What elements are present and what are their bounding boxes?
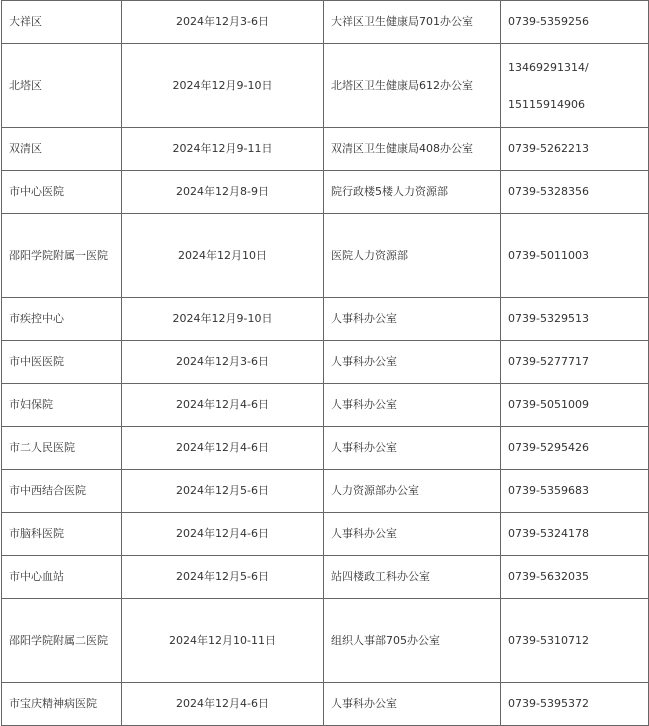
- phone-cell: 0739-5011003: [501, 214, 649, 298]
- date-cell: 2024年12月10-11日: [122, 599, 324, 683]
- unit-cell: 邵阳学院附属一医院: [2, 214, 122, 298]
- date-cell: 2024年12月4-6日: [122, 427, 324, 470]
- place-cell: 北塔区卫生健康局612办公室: [324, 44, 501, 128]
- date-cell: 2024年12月4-6日: [122, 513, 324, 556]
- phone-cell: 0739-5328356: [501, 171, 649, 214]
- date-cell: 2024年12月4-6日: [122, 683, 324, 726]
- place-cell: 人事科办公室: [324, 427, 501, 470]
- unit-cell: 邵阳学院附属二医院: [2, 599, 122, 683]
- place-cell: 大祥区卫生健康局701办公室: [324, 1, 501, 44]
- date-cell: 2024年12月9-10日: [122, 298, 324, 341]
- place-cell: 组织人事部705办公室: [324, 599, 501, 683]
- table-row: [2, 44, 649, 128]
- table-row: [2, 298, 649, 341]
- unit-cell: 市中西结合医院: [2, 470, 122, 513]
- date-cell: 2024年12月3-6日: [122, 341, 324, 384]
- phone-cell: 0739-5277717: [501, 341, 649, 384]
- place-cell: 院行政楼5楼人力资源部: [324, 171, 501, 214]
- unit-cell: 大祥区: [2, 1, 122, 44]
- date-cell: 2024年12月9-11日: [122, 128, 324, 171]
- date-cell: 2024年12月3-6日: [122, 1, 324, 44]
- place-cell: 人事科办公室: [324, 341, 501, 384]
- table-row: [2, 427, 649, 470]
- unit-cell: 市妇保院: [2, 384, 122, 427]
- unit-cell: 北塔区: [2, 44, 122, 128]
- table-row: [2, 470, 649, 513]
- registration-table: [1, 0, 649, 726]
- unit-cell: 市中心医院: [2, 171, 122, 214]
- phone-cell: 0739-5295426: [501, 427, 649, 470]
- table-row: [2, 384, 649, 427]
- table-body: [2, 1, 649, 726]
- place-cell: 人事科办公室: [324, 513, 501, 556]
- phone-cell: 0739-5324178: [501, 513, 649, 556]
- table-row: [2, 513, 649, 556]
- place-cell: 人事科办公室: [324, 683, 501, 726]
- unit-cell: 双清区: [2, 128, 122, 171]
- date-cell: 2024年12月9-10日: [122, 44, 324, 128]
- table-row: [2, 128, 649, 171]
- table-row: [2, 214, 649, 298]
- place-cell: 站四楼政工科办公室: [324, 556, 501, 599]
- phone-cell: 0739-5359256: [501, 1, 649, 44]
- place-cell: 双清区卫生健康局408办公室: [324, 128, 501, 171]
- unit-cell: 市中医医院: [2, 341, 122, 384]
- table-row: [2, 556, 649, 599]
- phone-cell: 0739-5329513: [501, 298, 649, 341]
- table-row: [2, 599, 649, 683]
- phone-cell: 0739-5395372: [501, 683, 649, 726]
- date-cell: 2024年12月5-6日: [122, 556, 324, 599]
- phone-cell: 0739-5310712: [501, 599, 649, 683]
- table-row: [2, 171, 649, 214]
- date-cell: 2024年12月10日: [122, 214, 324, 298]
- phone-line: 13469291314/: [508, 60, 589, 74]
- phone-line: 15115914906: [508, 97, 585, 111]
- table-row: [2, 683, 649, 726]
- phone-cell: 0739-5632035: [501, 556, 649, 599]
- place-cell: 人力资源部办公室: [324, 470, 501, 513]
- unit-cell: 市中心血站: [2, 556, 122, 599]
- place-cell: 人事科办公室: [324, 298, 501, 341]
- unit-cell: 市脑科医院: [2, 513, 122, 556]
- unit-cell: 市宝庆精神病医院: [2, 683, 122, 726]
- phone-cell: 0739-5262213: [501, 128, 649, 171]
- place-cell: 医院人力资源部: [324, 214, 501, 298]
- table-row: [2, 341, 649, 384]
- date-cell: 2024年12月8-9日: [122, 171, 324, 214]
- date-cell: 2024年12月4-6日: [122, 384, 324, 427]
- table-row: [2, 1, 649, 44]
- unit-cell: 市二人民医院: [2, 427, 122, 470]
- phone-cell: 0739-5051009: [501, 384, 649, 427]
- place-cell: 人事科办公室: [324, 384, 501, 427]
- phone-cell: 0739-5359683: [501, 470, 649, 513]
- unit-cell: 市疾控中心: [2, 298, 122, 341]
- phone-cell: [501, 44, 649, 128]
- date-cell: 2024年12月5-6日: [122, 470, 324, 513]
